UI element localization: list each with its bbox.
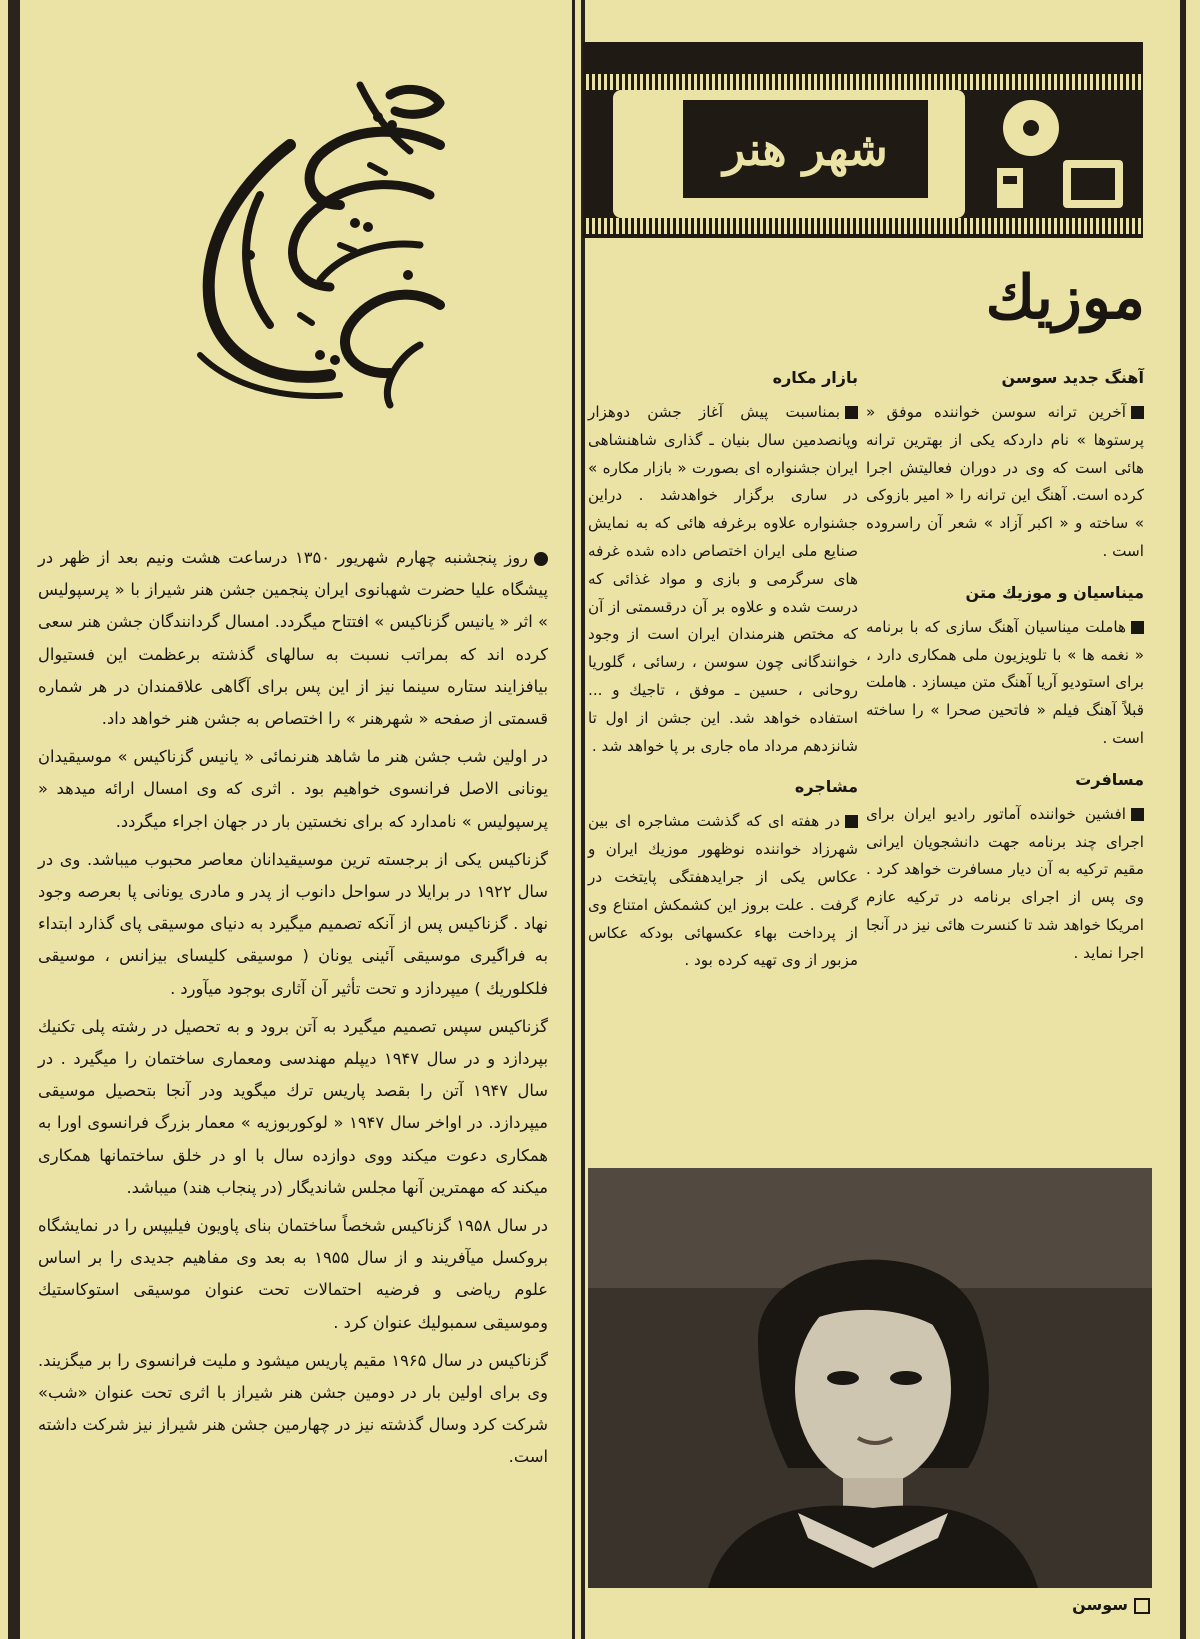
article-paragraph: در اولین شب جشن هنر ما شاهد هنرنمائی « یانیس گزناکیس » موسیقیدان یونانی الاصل فرانسوی خواهیم بود . اثری که وی امسال ارائه میدهد « پرسپولیس » نامدارد که برای نخستین بار در جهان اجراء میگردد. (38, 747, 548, 831)
media-icons-group (983, 90, 1133, 218)
media-icons-drawing (983, 90, 1133, 218)
article-paragraph: گزناکیس سپس تصمیم میگیرد به آتن برود و به تحصیل در رشته پلی تکنیك بپردازد و در سال ۱۹۴۷ دیپلم مهندسی ومعماری ساختمان را میگیرد . در سال ۱۹۴۷ آتن را بقصد پاریس ترك میگوید ودر آنجا بتحصیل موسیقی میپردازد. در اواخر سال ۱۹۴۷ « لوكوربوزیه » معمار بزرگ فرانسوی اورا به همكاری دعوت میكند ووی دوازده سال با او در خلق ساختمانها همكاری میكند كه مهمترین آنها مجلس شاندیگار (در پنجاب هند) میباشد. (38, 1016, 548, 1197)
banner-film-strip-top (583, 74, 1143, 90)
news-item: بمناسبت پیش آغاز جشن دوهزار وپانصدمین سال بنیان ـ گذاری شاهنشاهی ایران جشنواره ای بصورت « بازار مكاره » در ساری برگزار خواهدشد . دراین جشنواره علاوه برغرفه هائی كه به نمایش صنایع ملی ایران اختصاص داده شده غرفه های سرگرمی و بازی و مواد غذائی كه درست شده و علاوه بر آن درقسمتی از آن كه مختص هنرمندان ایران است از وجود خوانندگانی چون سوسن ، رسائی ، گلوریا روحانی ، حسین ـ موفق ، تاجیك و ... استفاده خواهد شد. این جشن از اول تا شانزدهم مرداد ماه جاری بر پا خواهد شد . (588, 403, 858, 755)
camera-icon (997, 168, 1023, 208)
portrait-illustration (588, 1168, 1152, 1588)
news-heading: مسافرت (1075, 769, 1144, 789)
section-title: موزیك (985, 263, 1145, 333)
singer-portrait-photo (588, 1168, 1152, 1588)
article-paragraph: در سال ۱۹۵۸ گزناكیس شخصاً ساختمان بنای پاویون فیلیپس را در نمایشگاه بروكسل میآفریند و از سال ۱۹۵۵ به بعد وی مفاهیم جدیدی را بر اساس علوم ریاضی و فرضیه احتمالات تحت عنوان موسیقی استوكاستیك وموسیقی سمبولیك عنوان كرد . (38, 1216, 548, 1332)
banner-logo: شهر هنر (723, 122, 888, 176)
square-bullet-icon (1131, 808, 1144, 821)
center-divider-rule-inner (581, 0, 585, 1639)
square-bullet-icon (1131, 406, 1144, 419)
square-bullet-icon (845, 815, 858, 828)
news-heading: آهنگ جدید سوسن (1001, 368, 1144, 387)
news-heading: بازار مكاره (772, 368, 858, 387)
news-column-right (866, 365, 1144, 982)
photo-caption: سوسن (1000, 1595, 1150, 1619)
shahr-honar-banner (583, 42, 1143, 238)
square-bullet-icon (1131, 621, 1144, 634)
right-border-rule (1180, 0, 1186, 1639)
banner-film-strip-bottom (583, 218, 1143, 234)
left-border-rule (8, 0, 20, 1639)
article-paragraph: گزناكیس در سال ۱۹۶۵ مقیم پاریس میشود و ملیت فرانسوی را بر میگزیند. وی برای اولین بار در دومین جشن هنر شیراز با اثری تحت عنوان «شب» شركت كرد وسال گذشته نیز در چهارمین جشن هنر شیراز نیز شركت داشته است. (38, 1350, 548, 1467)
article-paragraph: روز پنجشنبه چهارم شهریور ۱۳۵۰ درساعت هشت ونیم بعد از ظهر در پیشگاه علیا حضرت شهبانوی ایران پنجمین جشن هنر شیراز با « پرسپولیس » اثر « یانیس گزناکیس » افتتاح میگردد. امسال گردانندگان جشن هنر سعی کرده اند که بمراتب نسبت به سالهای گذشته برعظمت این فستیوال بیافزایند ستاره سینما نیز از این پس برای آگاهی علاقمندان در هر شماره قسمتی از صفحه « شهرهنر » را اختصاص به جشن هنر خواهد داد. (38, 548, 548, 729)
news-heading: میناسیان و موزیك متن (965, 582, 1144, 602)
festival-calligraphy-emblem (140, 55, 460, 415)
news-column-left (588, 365, 858, 989)
news-item: هاملت میناسیان آهنگ سازی كه با برنامه « نغمه ها » با تلویزیون ملی همكاری دارد ، برای استودیو آریا آهنگ متن میسازد . هاملت قبلاً آهنگ فیلم « فاتحین صحرا » را ساخته است . (866, 617, 1144, 747)
news-item: آخرین ترانه سوسن خواننده موفق « پرستوها » نام داردكه یكی از بهترین ترانه هائی است كه وی در دوران فعالیتش اجرا كرده است. آهنگ این ترانه را « امیر بازوكی » ساخته و « اكبر آزاد » شعر آن راسروده است . (866, 403, 1144, 560)
center-divider-rule (572, 0, 575, 1639)
calligraphy-drawing (140, 55, 460, 415)
square-bullet-icon (845, 406, 858, 419)
bullet-dot-icon (534, 552, 548, 566)
news-item: افشین خواننده آماتور رادیو ایران برای اجرای چند برنامه جهت دانشجویان ایرانی مقیم تركیه به آن دیار مسافرت خواهد كرد . وی پس از اجرای برنامه در تركیه عازم امریكا خواهد شد تا كنسرت هائی نیز در آنجا اجرا نماید . (866, 804, 1144, 962)
news-item: در هفته ای كه گذشت مشاجره ای بین شهرزاد خواننده نوظهور موزیك ایران و عكاس یكی از جرایدهفتگی پایتخت در گرفت . علت بروز این كشمكش امتناع وی از پرداخت بهاء عكسهائی بودكه عكاس مزبور از وی تهیه كرده بود . (588, 812, 858, 970)
banner-logo-plate (683, 100, 928, 198)
festival-article (38, 542, 548, 1480)
news-heading: مشاجره (794, 777, 858, 797)
article-paragraph: گزناکیس یکی از برجسته ترین موسیقیدانان معاصر محبوب میباشد. وی در سال ۱۹۲۲ در برایلا در سواحل دانوب از پدر و مادری یونانی پا بعرصه وجود نهاد . گزناکیس پس از آنکه تصمیم میگیرد به دنیای موسیقی پای گذارد ابتداء به فراگیری موسیقی آئینی یونان ( موسیقی کلیسای بیزانس ، موسیقی فلکلوریك ) میپردازد و تحت تأثیر آن آثاری بوجود میآورد . (38, 849, 549, 998)
caption-box-icon (1134, 1598, 1150, 1614)
